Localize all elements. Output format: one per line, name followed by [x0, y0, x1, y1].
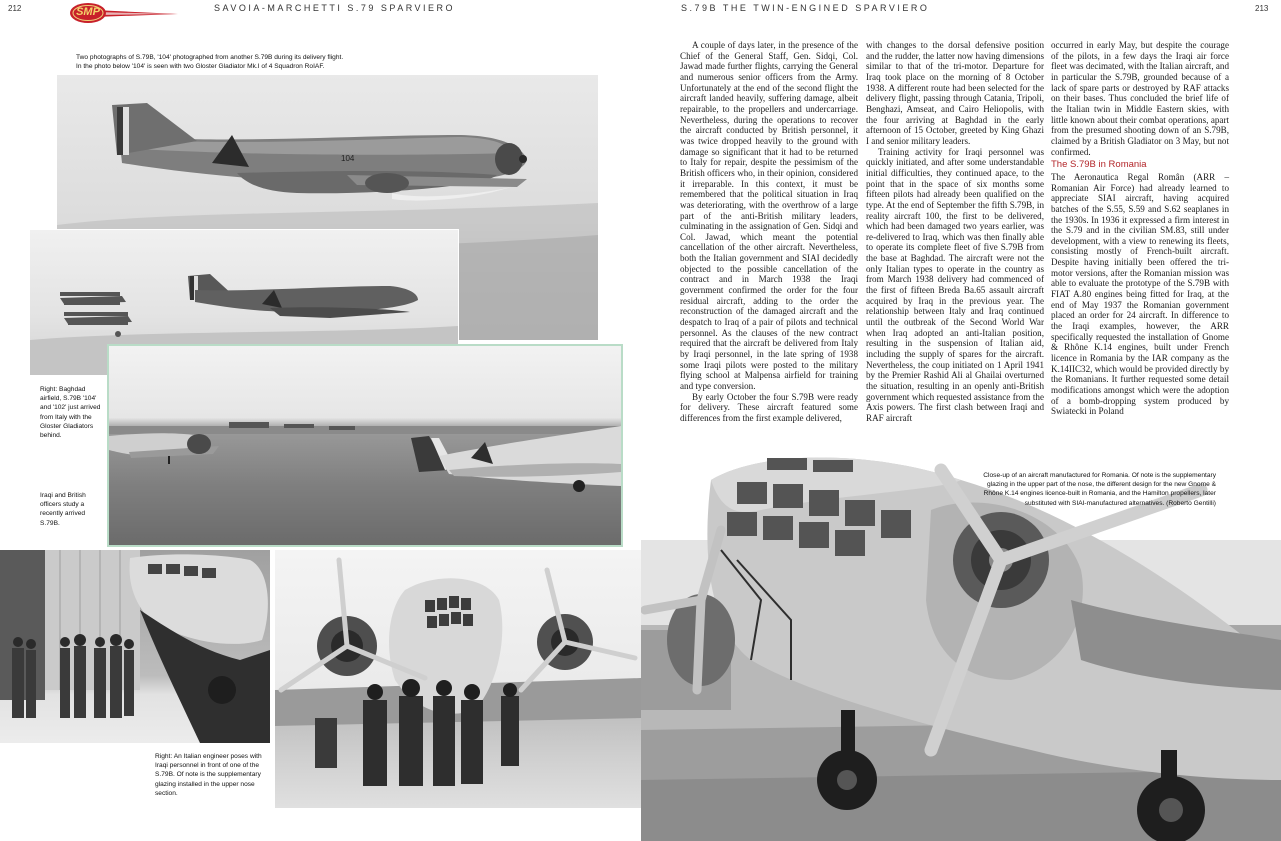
publisher-logo — [66, 2, 178, 24]
photo-romania-closeup — [641, 450, 1281, 841]
article-column-1 — [680, 40, 858, 424]
right-running-title: S.79B THE TWIN-ENGINED SPARVIERO — [681, 3, 930, 13]
photo-engineer-iraqi-personnel — [275, 550, 641, 808]
article-col3-body: The Aeronautica Regal Român (ARR – Romanian Air Force) had already learned to appreciate SIAI aircraft, having acquired batches of the S.55, S.59 and S.62 seaplanes in the 1930s. In 1936 it expressed a firm interest in the S.79 and in the civilian SM.83, still under development, with a view to renewing its fleets, consisting mostly of French-built aircraft. Despite having initially been offered the tri-motor versions, after the Romanian mission was able to evaluate the prototype of the S.79B with FIAT A.80 engines being fitted for Iraq, at the end of May 1937 the Romanian government placed an order for 24 aircraft. In difference to the Iraqi examples, however, the ARR specifically requested the installation of Gnome & Rhône K.14 engines, built under French licence in Romania by the IAR company as the K.14IIC32, which would be provided directly by the Romanians. It further requested some detail modifications amongst which were the adoption of a bomb-dropping system produced by Swiatecki in Poland — [1051, 171, 1229, 417]
article-col2-para-2: Training activity for Iraqi personnel was quickly initiated, and after some understandable initial difficulties, they continued apace, to the point that in the space of six months some fifteen pilots had already been qualified on the type. At the end of September the fifth S.79B, in reality aircraft 100, the first to be delivered, which had been damaged two years earlier, was re-delivered to Iraq, which was then finally able to operate its complete fleet of five S.79B from the base at Baghdad. The aircraft were not the only Italian types to operate in the country as from March 1938 delivery had commenced of the first of fifteen Breda Ba.65 assault aircraft acquired by Iraq in the previous year. The relationship between Italy and Iraq continued until the outbreak of the Second World War when Iraq adopted an anti-Italian position, resulting in the suspension of Italian aid, including the supply of spares for the aircraft. Nevertheless, the coup initiated on 1 April 1941 by the Premier Rashid Ali al Ghailai overturned the situation, resulting in an openly anti-British government which requested assistance from the Axis powers. The first clash between Iraqi and RAF aircraft — [866, 146, 1044, 423]
article-column-3 — [1051, 40, 1229, 417]
subheading-s79b-romania: The S.79B in Romania — [1051, 159, 1147, 171]
publisher-logo-text: SMP — [76, 6, 100, 18]
left-running-title: SAVOIA-MARCHETTI S.79 SPARVIERO — [214, 3, 456, 13]
photo-officers-hangar — [0, 550, 270, 743]
caption-delivery-flight: Two photographs of S.79B, '104' photographed from another S.79B during its delivery flight. In the photo below '104' is seen with two Gloster Gladiator Mk.I of 4 Squadron RoIAF. — [76, 54, 344, 71]
article-col1-para-2: By early October the four S.79B were ready for delivery. These aircraft featured some differences from the first example delivered, — [680, 391, 858, 423]
article-col2-para-1: with changes to the dorsal defensive position and the rudder, the latter now having dimensions similar to that of the tri-motor. Departure for Iraq took place on the morning of 8 October 1938. A different route had been selected for the delivery flight, passing through Catania, Tripoli, Benghazi, Amseat, and Cairo Heliopolis, with the four arriving at Baghdad in the early afternoon of 15 October, greeted by King Ghazi I and senior military leaders. — [866, 40, 1044, 146]
article-col1-para-1: A couple of days later, in the presence of the Chief of the General Staff, Gen. Sidqi, Col. Jawad made further flights, carrying the General and numerous senior officers from the Army. Unfortunately at the end of the second flight the aircraft landed heavily, suffering damage, albeit repairable, to the propellers and undercarriage. Nevertheless, during the operations to recover the aircraft conducted by British personnel, it was twice dropped heavily to the ground with damage so significant that it had to be returned to Italy for repair, despite the pessimism of the British officers who, in their opinion, considered it irreparable. In this context, it must be remembered that the political situation in Iraq was deteriorating, with the overthrow of a large part of the anti-British military leaders, culminating in the assignation of Gen. Sidqi and Col. Jawad, which meant the potential cancellation of the other aircraft. Nevertheless, both the Italian government and SIAI decidedly objected to the possible cancellation of the contract and in March 1938 the Iraqi government confirmed the order for the four residual aircraft, adding to the order the reconstruction of the damaged aircraft and the despatch to Iraq of a pair of pilots and technical personnel. As the clauses of the new contract required that the aircraft be delivered from Italy by Iraqi personnel, in the late spring of 1938 some Iraqi pilots were posted to the military flying school at Malpensa airfield for training and type conversion. — [680, 40, 858, 391]
caption-iraqi-british-officers: Iraqi and British officers study a recently arrived S.79B. — [40, 492, 86, 527]
left-page-number: 212 — [8, 4, 22, 13]
photo-aircraft-code-104: 104 — [341, 154, 355, 163]
article-col3-intro: occurred in early May, but despite the courage of the pilots, in a few days the Iraqi air force fleet was decimated, with the Italian aircraft, and in particular the S.79B, grounded because of a lack of spare parts or destroyed by RAF attacks on their bases. Thus concluded the brief life of the Italian twin in Middle Eastern skies, with little known about their combat operations, apart from the presumed shooting down of an S.79B, claimed by a British Gladiator on 3 May, but not confirmed. — [1051, 40, 1230, 157]
photo-baghdad-airfield — [107, 344, 623, 547]
caption-baghdad-airfield: Right: Baghdad airfield, S.79B '104' and '102' just arrived from Italy with the Gloster Gladiators behind. — [40, 386, 101, 440]
right-page-number: 213 — [1255, 4, 1269, 13]
caption-romania-closeup: Close-up of an aircraft manufactured for Romania. Of note is the supplementary glazing in the upper part of the nose, the different design for the new Gnome & Rhône K.14 engines licence-built in Romania, and the Hamilton propellers, later substituted with SIAI-manufactured alternatives. (Roberto Gentilli) — [983, 472, 1216, 507]
caption-italian-engineer: Right: An Italian engineer poses with Iraqi personnel in front of one of the S.79B. Of note is the supplementary glazing installed in the upper nose section. — [155, 753, 262, 797]
article-column-2 — [866, 40, 1044, 424]
